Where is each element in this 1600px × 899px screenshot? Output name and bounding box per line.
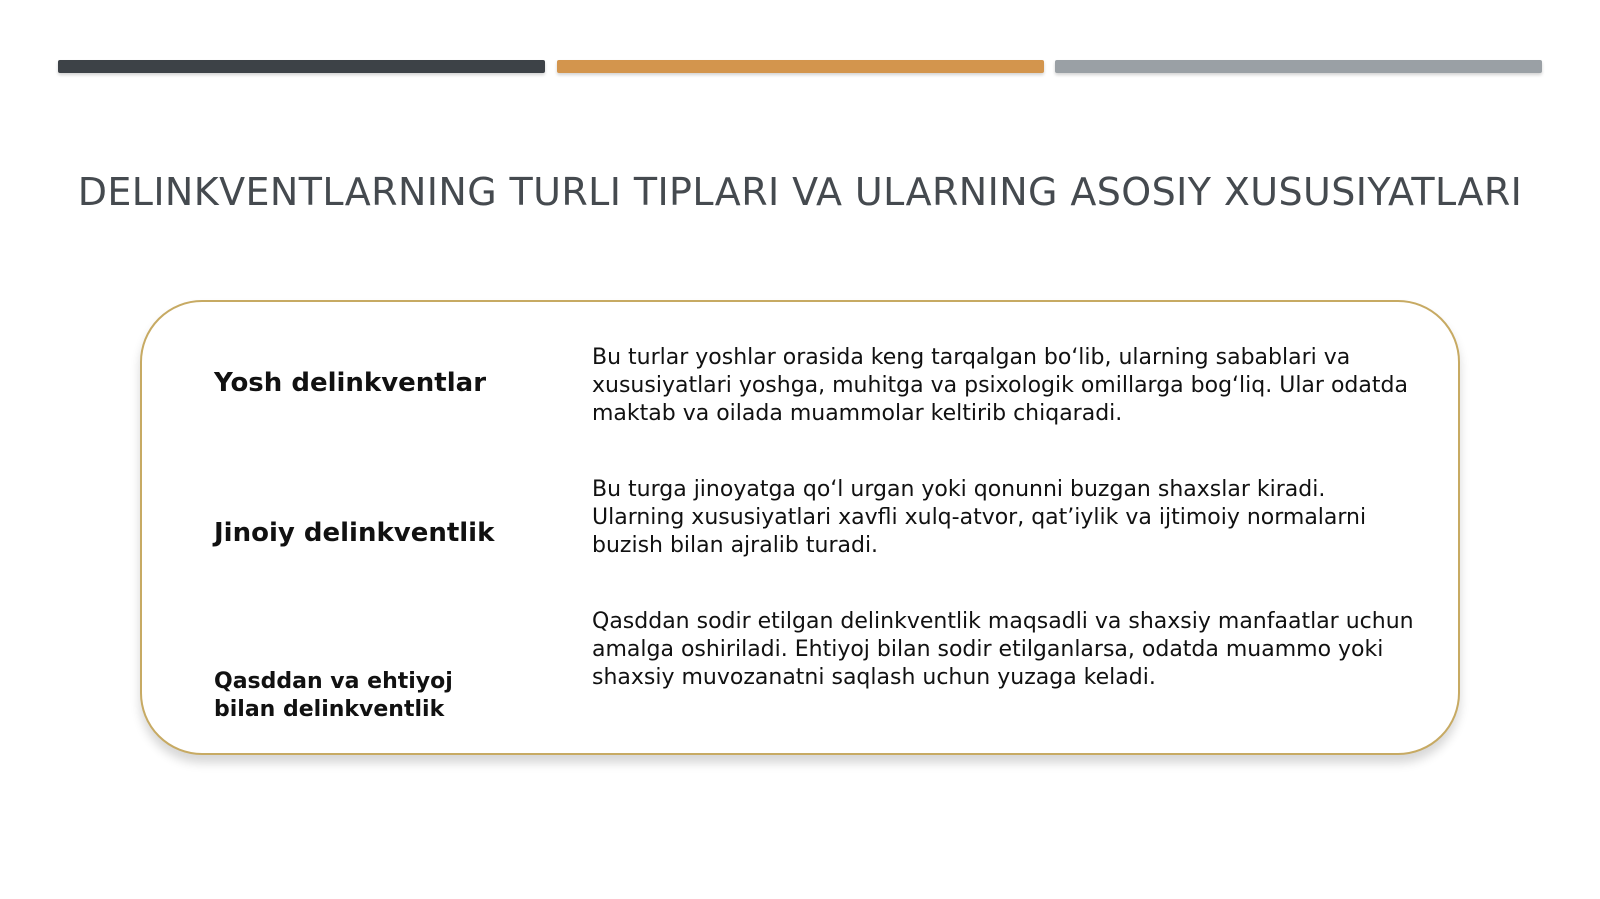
top-accent-bar-orange: [557, 60, 1044, 73]
row-description-yosh-delinkventlar: Bu turlar yoshlar orasida keng tarqalgan bo‘lib, ularning sabablari va xususiyatlari yoshga, muhitga va psixologik omillarga bog‘liq. Ular odatda maktab va oilada muammolar keltirib chiqaradi.: [592, 345, 1408, 426]
row-label-jinoiy-delinkventlik: Jinoiy delinkventlik: [214, 518, 495, 548]
row-description-qasddan-va-ehtiyoj: Qasddan sodir etilgan delinkventlik maqsadli va shaxsiy manfaatlar uchun amalga oshiriladi. Ehtiyoj bilan sodir etilganlarsa, odatda muammo yoki shaxsiy muvozanatni saqlash uchun yuzaga keladi.: [592, 609, 1414, 690]
row-description-jinoiy-delinkventlik: Bu turga jinoyatga qo‘l urgan yoki qonunni buzgan shaxslar kiradi. Ularning xususiyatlari xavfli xulq-atvor, qat’iylik va ijtimoiy normalarni buzish bilan ajralib turadi.: [592, 477, 1367, 558]
top-accent-bar-gray: [1055, 60, 1542, 73]
row-label-qasddan-va-ehtiyoj: Qasddan va ehtiyoj bilan delinkventlik: [214, 669, 453, 722]
row-label-yosh-delinkventlar: Yosh delinkventlar: [214, 368, 487, 398]
content-box: [140, 300, 1460, 755]
slide-title: DELINKVENTLARNING TURLI TIPLARI VA ULARNING ASOSIY XUSUSIYATLARI: [77, 170, 1523, 214]
top-accent-bar-dark: [58, 60, 545, 73]
